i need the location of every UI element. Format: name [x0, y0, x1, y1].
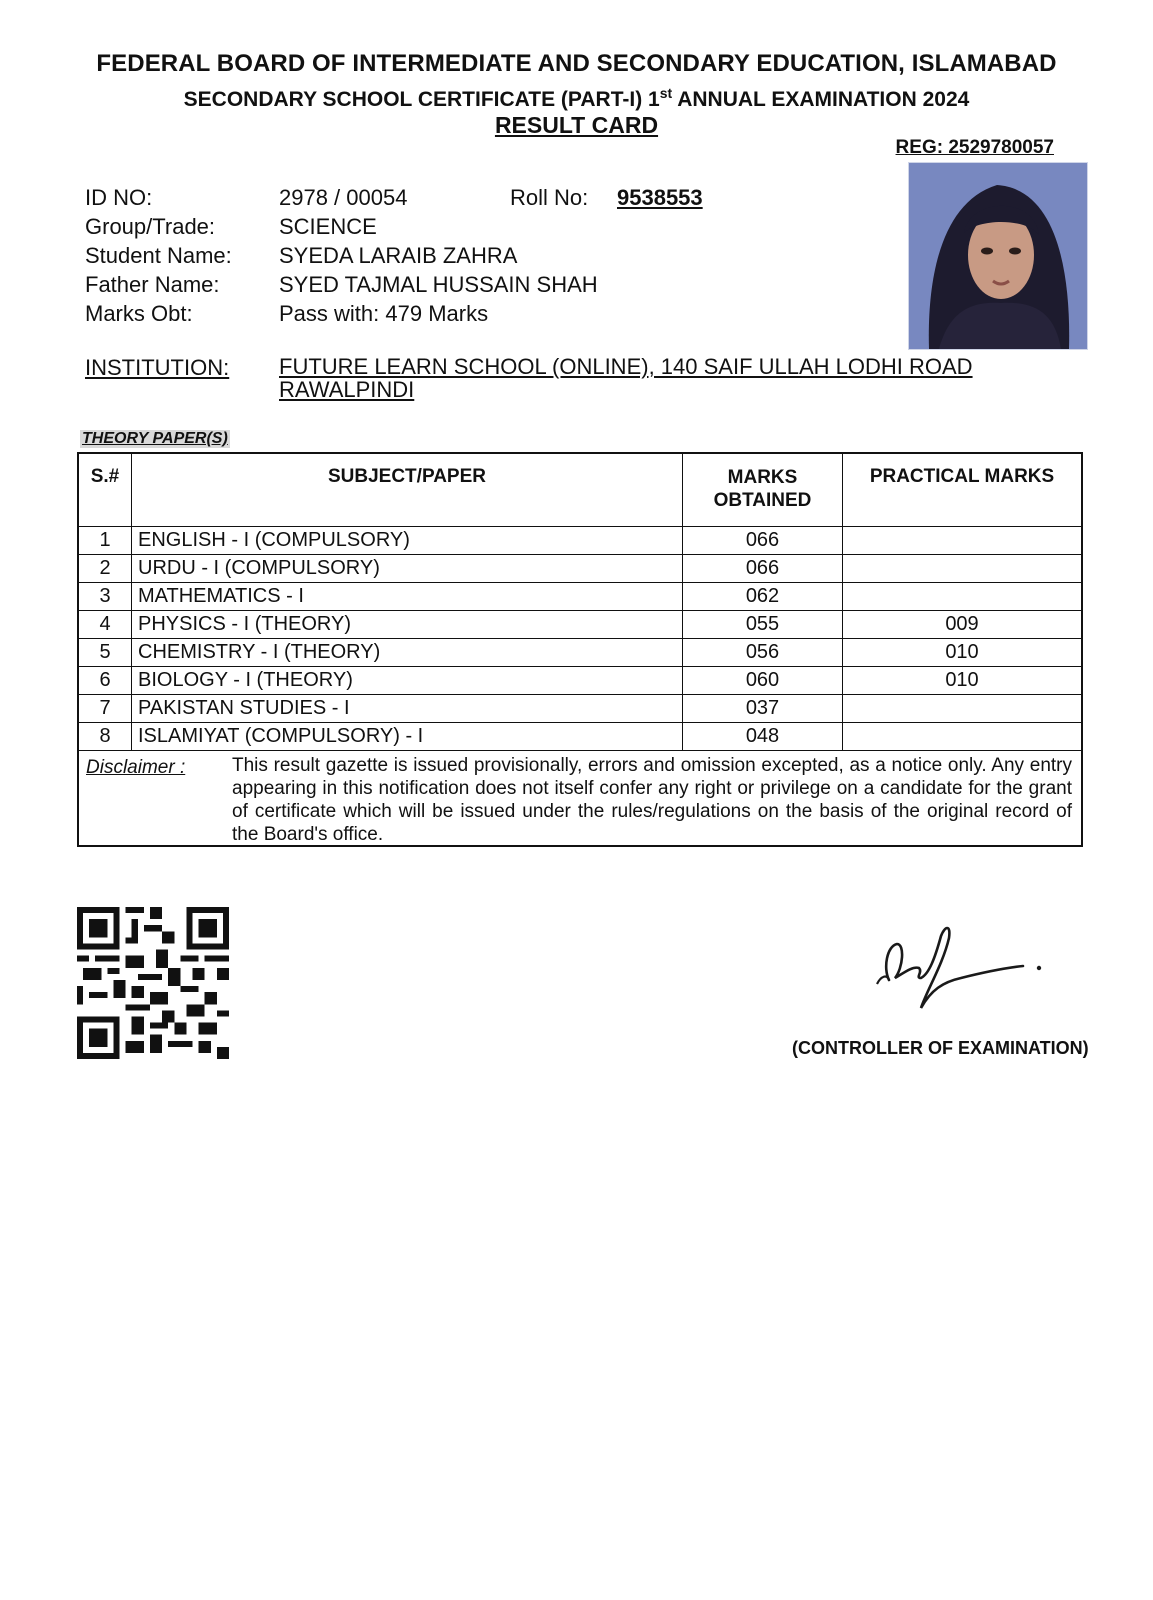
row-subject: PAKISTAN STUDIES - I [132, 695, 683, 723]
table-row [79, 611, 1081, 639]
father-name-label: Father Name: [85, 272, 220, 297]
table-row [79, 583, 1081, 611]
row-sn: 3 [79, 583, 132, 611]
header-practical: PRACTICAL MARKS [843, 454, 1082, 527]
institution-value [279, 355, 999, 401]
exam-title-suffix: ANNUAL EXAMINATION 2024 [672, 88, 970, 111]
student-name-value: SYEDA LARAIB ZAHRA [279, 243, 518, 268]
row-practical: 010 [843, 667, 1082, 695]
controller-signature [865, 918, 1050, 1028]
row-marks: 055 [683, 611, 843, 639]
row-practical [843, 555, 1082, 583]
disclaimer-text: This result gazette is issued provisionally, errors and omission excepted, as a notice only. Any entry appearing in this notification does not itself confer any right or privilege on a candidate for the grant of certificate which will be issued under the rules/regulations on the basis of the original record of the Board's office. [232, 755, 1072, 845]
registration-number: REG: 2529780057 [895, 137, 1054, 158]
row-sn: 5 [79, 639, 132, 667]
table-row [79, 555, 1081, 583]
student-photo [908, 162, 1088, 350]
row-practical: 010 [843, 639, 1082, 667]
group-label: Group/Trade: [85, 214, 216, 239]
row-subject: MATHEMATICS - I [132, 583, 683, 611]
header-marks-line1: MARKS [727, 467, 798, 488]
institution-label: INSTITUTION: [85, 355, 230, 380]
header-marks [683, 454, 843, 527]
header-sn: S.# [79, 454, 132, 527]
exam-title-prefix: SECONDARY SCHOOL CERTIFICATE (PART-I) 1 [183, 88, 660, 111]
row-subject: BIOLOGY - I (THEORY) [132, 667, 683, 695]
controller-label: (CONTROLLER OF EXAMINATION) [792, 1038, 1089, 1058]
marks-box [77, 452, 1083, 847]
marks-table [79, 454, 1081, 751]
header-subject: SUBJECT/PAPER [132, 454, 683, 527]
table-header-row [79, 454, 1081, 527]
row-sn: 6 [79, 667, 132, 695]
roll-label: Roll No: [510, 185, 589, 210]
table-row [79, 527, 1081, 555]
row-marks: 037 [683, 695, 843, 723]
row-practical [843, 527, 1082, 555]
table-row [79, 667, 1081, 695]
row-marks: 066 [683, 555, 843, 583]
student-name-label: Student Name: [85, 243, 232, 268]
row-subject: ENGLISH - I (COMPULSORY) [132, 527, 683, 555]
result-card-title: RESULT CARD [494, 112, 659, 138]
exam-title-sup: st [659, 85, 673, 101]
student-photo-image [909, 163, 1087, 349]
board-title: FEDERAL BOARD OF INTERMEDIATE AND SECONDARY EDUCATION, ISLAMABAD [96, 50, 1057, 77]
father-name-value: SYED TAJMAL HUSSAIN SHAH [279, 272, 598, 297]
row-marks: 060 [683, 667, 843, 695]
table-row [79, 639, 1081, 667]
id-value: 2978 / 00054 [279, 185, 408, 210]
row-marks: 062 [683, 583, 843, 611]
table-row [79, 695, 1081, 723]
row-marks: 056 [683, 639, 843, 667]
roll-value: 9538553 [617, 185, 703, 210]
row-sn: 1 [79, 527, 132, 555]
theory-section-title: THEORY PAPER(S) [82, 430, 228, 447]
marks-obt-value: Pass with: 479 Marks [279, 301, 489, 326]
qr-code-icon [77, 907, 229, 1059]
row-practical [843, 583, 1082, 611]
row-practical: 009 [843, 611, 1082, 639]
row-practical [843, 695, 1082, 723]
group-value: SCIENCE [279, 214, 377, 239]
row-marks: 066 [683, 527, 843, 555]
row-sn: 2 [79, 555, 132, 583]
row-sn: 7 [79, 695, 132, 723]
institution-line-2: RAWALPINDI [279, 377, 415, 402]
row-marks: 048 [683, 723, 843, 751]
exam-title [0, 85, 1153, 112]
disclaimer-label: Disclaimer : [86, 757, 186, 778]
marks-obt-label: Marks Obt: [85, 301, 193, 326]
row-subject: URDU - I (COMPULSORY) [132, 555, 683, 583]
header-marks-line2: OBTAINED [713, 490, 812, 511]
row-subject: CHEMISTRY - I (THEORY) [132, 639, 683, 667]
row-subject: ISLAMIYAT (COMPULSORY) - I [132, 723, 683, 751]
row-sn: 8 [79, 723, 132, 751]
table-row [79, 723, 1081, 751]
row-sn: 4 [79, 611, 132, 639]
institution-line-1: FUTURE LEARN SCHOOL (ONLINE), 140 SAIF ULLAH LODHI ROAD [279, 354, 973, 379]
row-subject: PHYSICS - I (THEORY) [132, 611, 683, 639]
id-label: ID NO: [85, 185, 153, 210]
row-practical [843, 723, 1082, 751]
